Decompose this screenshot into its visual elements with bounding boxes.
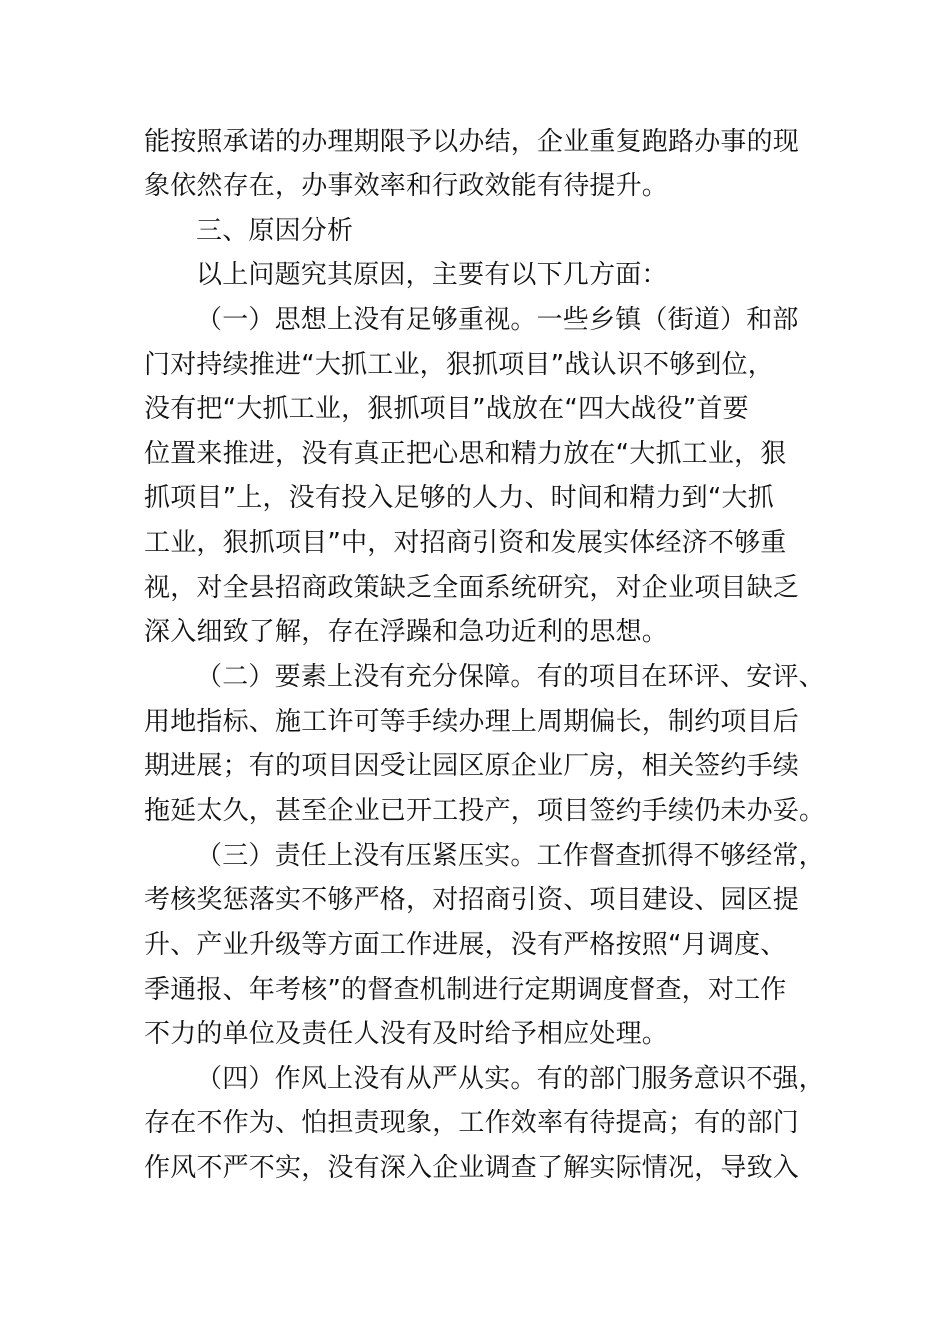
- text-line: 抓项目”上，没有投入足够的人力、时间和精力到“大抓: [144, 483, 774, 513]
- section-heading: 三、原因分析: [196, 216, 354, 246]
- text-line: 位置来推进，没有真正把心思和精力放在“大抓工业，狠: [144, 439, 787, 469]
- paragraph-start-line: （二）要素上没有充分保障。有的项目在环评、安评、: [196, 662, 825, 692]
- text-line: 以上问题究其原因，主要有以下几方面：: [196, 260, 668, 290]
- text-line: 不力的单位及责任人没有及时给予相应处理。: [144, 1019, 669, 1049]
- text-line: 门对持续推进“大抓工业，狠抓项目”战认识不够到位，: [144, 350, 774, 380]
- paragraph-start-line: （一）思想上没有足够重视。一些乡镇（街道）和部: [196, 305, 799, 335]
- text-line: 用地指标、施工许可等手续办理上周期偏长，制约项目后: [144, 707, 800, 737]
- paragraph-start-line: （三）责任上没有压紧压实。工作督查抓得不够经常，: [196, 841, 825, 871]
- text-line: 视，对全县招商政策缺乏全面系统研究，对企业项目缺乏: [144, 573, 800, 603]
- text-line: 能按照承诺的办理期限予以办结，企业重复跑路办事的现: [144, 127, 800, 157]
- text-line: 作风不严不实，没有深入企业调查了解实际情况，导致入: [144, 1153, 800, 1183]
- text-line: 考核奖惩落实不够严格，对招商引资、项目建设、园区提: [144, 885, 800, 915]
- text-line: 深入细致了解，存在浮躁和急功近利的思想。: [144, 617, 669, 647]
- text-line: 存在不作为、怕担责现象，工作效率有待提高；有的部门: [144, 1108, 800, 1138]
- text-line: 拖延太久，甚至企业已开工投产，项目签约手续仍未办妥。: [144, 796, 826, 826]
- paragraph-start-line: （四）作风上没有从严从实。有的部门服务意识不强，: [196, 1064, 825, 1094]
- text-line: 没有把“大抓工业，狠抓项目”战放在“四大战役”首要: [144, 394, 749, 424]
- text-line: 工业，狠抓项目”中，对招商引资和发展实体经济不够重: [144, 528, 787, 558]
- text-line: 象依然存在，办事效率和行政效能有待提升。: [144, 171, 669, 201]
- text-line: 期进展；有的项目因受让园区原企业厂房，相关签约手续: [144, 751, 800, 781]
- text-line: 升、产业升级等方面工作进展，没有严格按照“月调度、: [144, 930, 787, 960]
- text-line: 季通报、年考核”的督查机制进行定期调度督查，对工作: [144, 975, 787, 1005]
